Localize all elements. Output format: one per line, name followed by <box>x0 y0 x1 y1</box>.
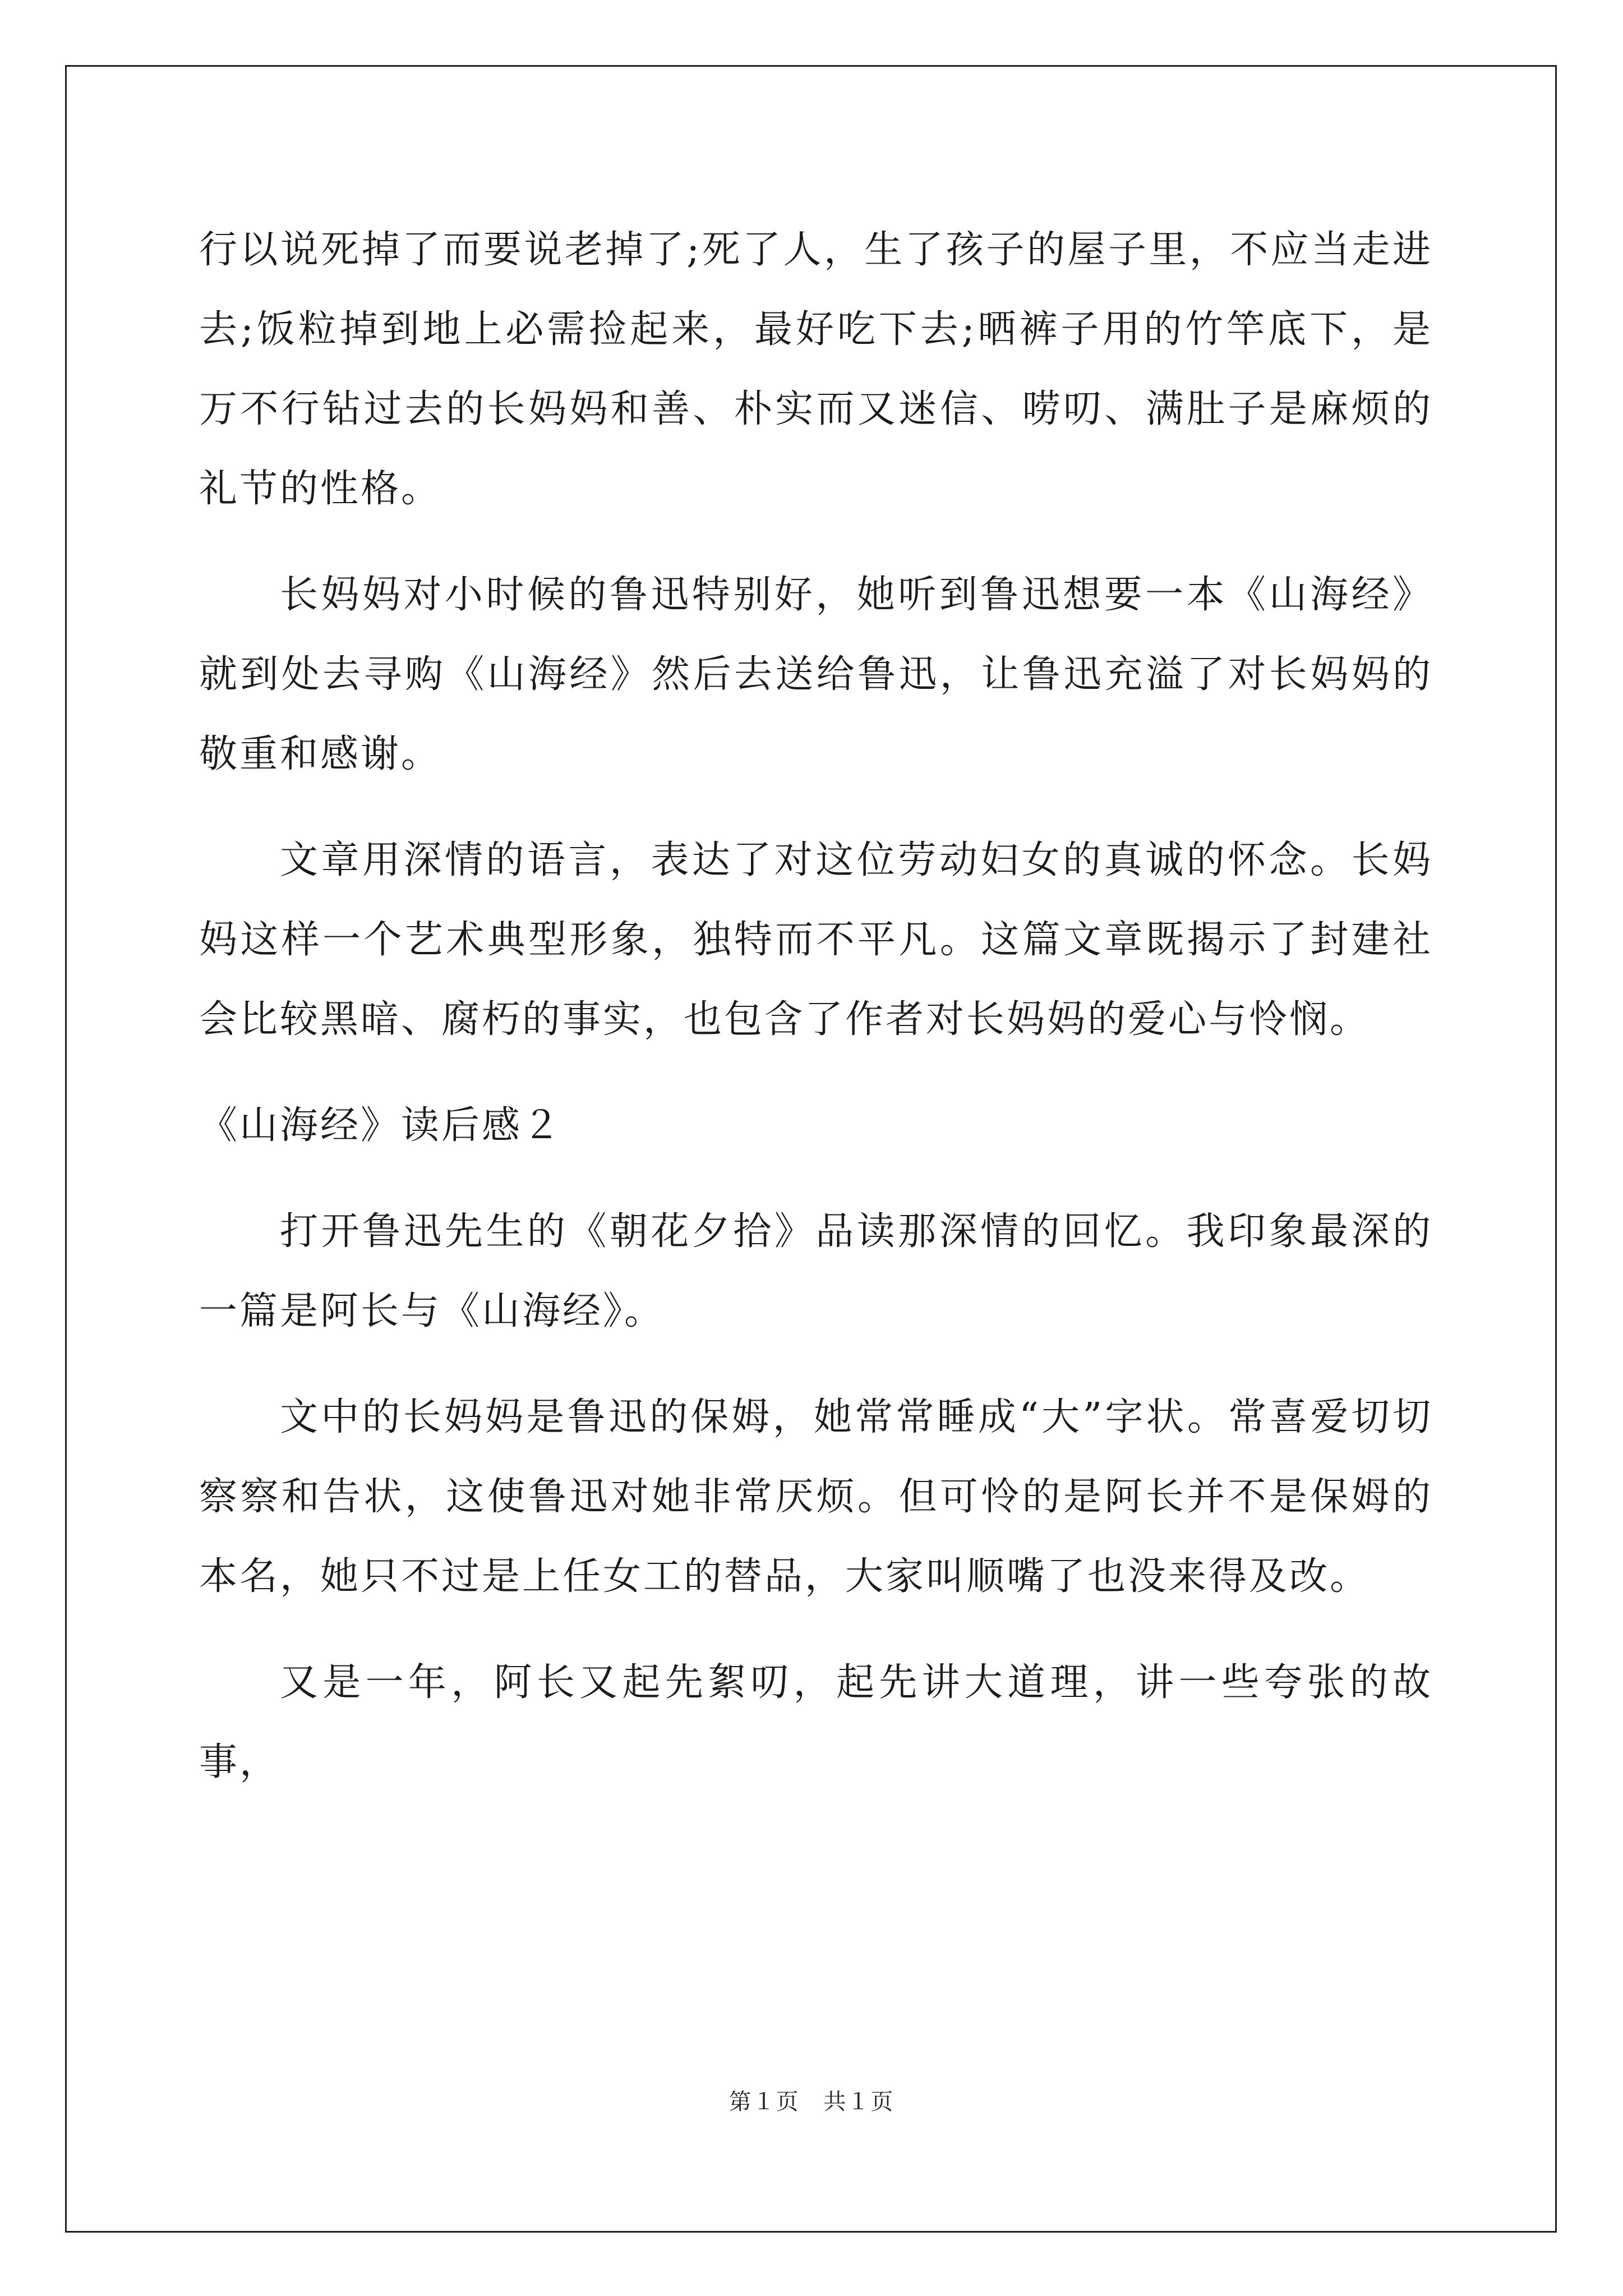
paragraph: 打开鲁迅先生的《朝花夕拾》品读那深情的回忆。我印象最深的一篇是阿长与《山海经》。 <box>199 1209 1433 1333</box>
paragraph: 长妈妈对小时候的鲁迅特别好，她听到鲁迅想要一本《山海经》就到处去寻购《山海经》然后去送给鲁迅，让鲁迅充溢了对长妈妈的敬重和感谢。 <box>199 573 1433 776</box>
paragraph-continuation: 行以说死掉了而要说老掉了;死了人，生了孩子的屋子里，不应当走进去;饭粒掉到地上必需捡起来，最好吃下去;晒裤子用的竹竿底下，是万不行钻过去的长妈妈和善、朴实而又迷信、唠叨、满肚子是麻烦的礼节的性格。 <box>199 228 1433 511</box>
paragraph: 又是一年，阿长又起先絮叨，起先讲大道理，讲一些夸张的故事， <box>199 1660 1433 1784</box>
section-heading: 《山海经》读后感２ <box>199 1103 563 1148</box>
document-body <box>199 210 1433 1829</box>
paragraph: 文章用深情的语言，表达了对这位劳动妇女的真诚的怀念。长妈妈这样一个艺术典型形象，独特而不平凡。这篇文章既揭示了封建社会比较黑暗、腐朽的事实，也包含了作者对长妈妈的爱心与怜悯。 <box>199 838 1433 1042</box>
page-number: 第１页 <box>728 2089 800 2115</box>
page-footer <box>0 2084 1623 2116</box>
paragraph: 文中的长妈妈是鲁迅的保姆，她常常睡成“大”字状。常喜爱切切察察和告状，这使鲁迅对她非常厌烦。但可怜的是阿长并不是保姆的本名，她只不过是上任女工的替品，大家叫顺嘴了也没来得及改。 <box>199 1395 1433 1599</box>
page-total: 共１页 <box>823 2089 895 2115</box>
